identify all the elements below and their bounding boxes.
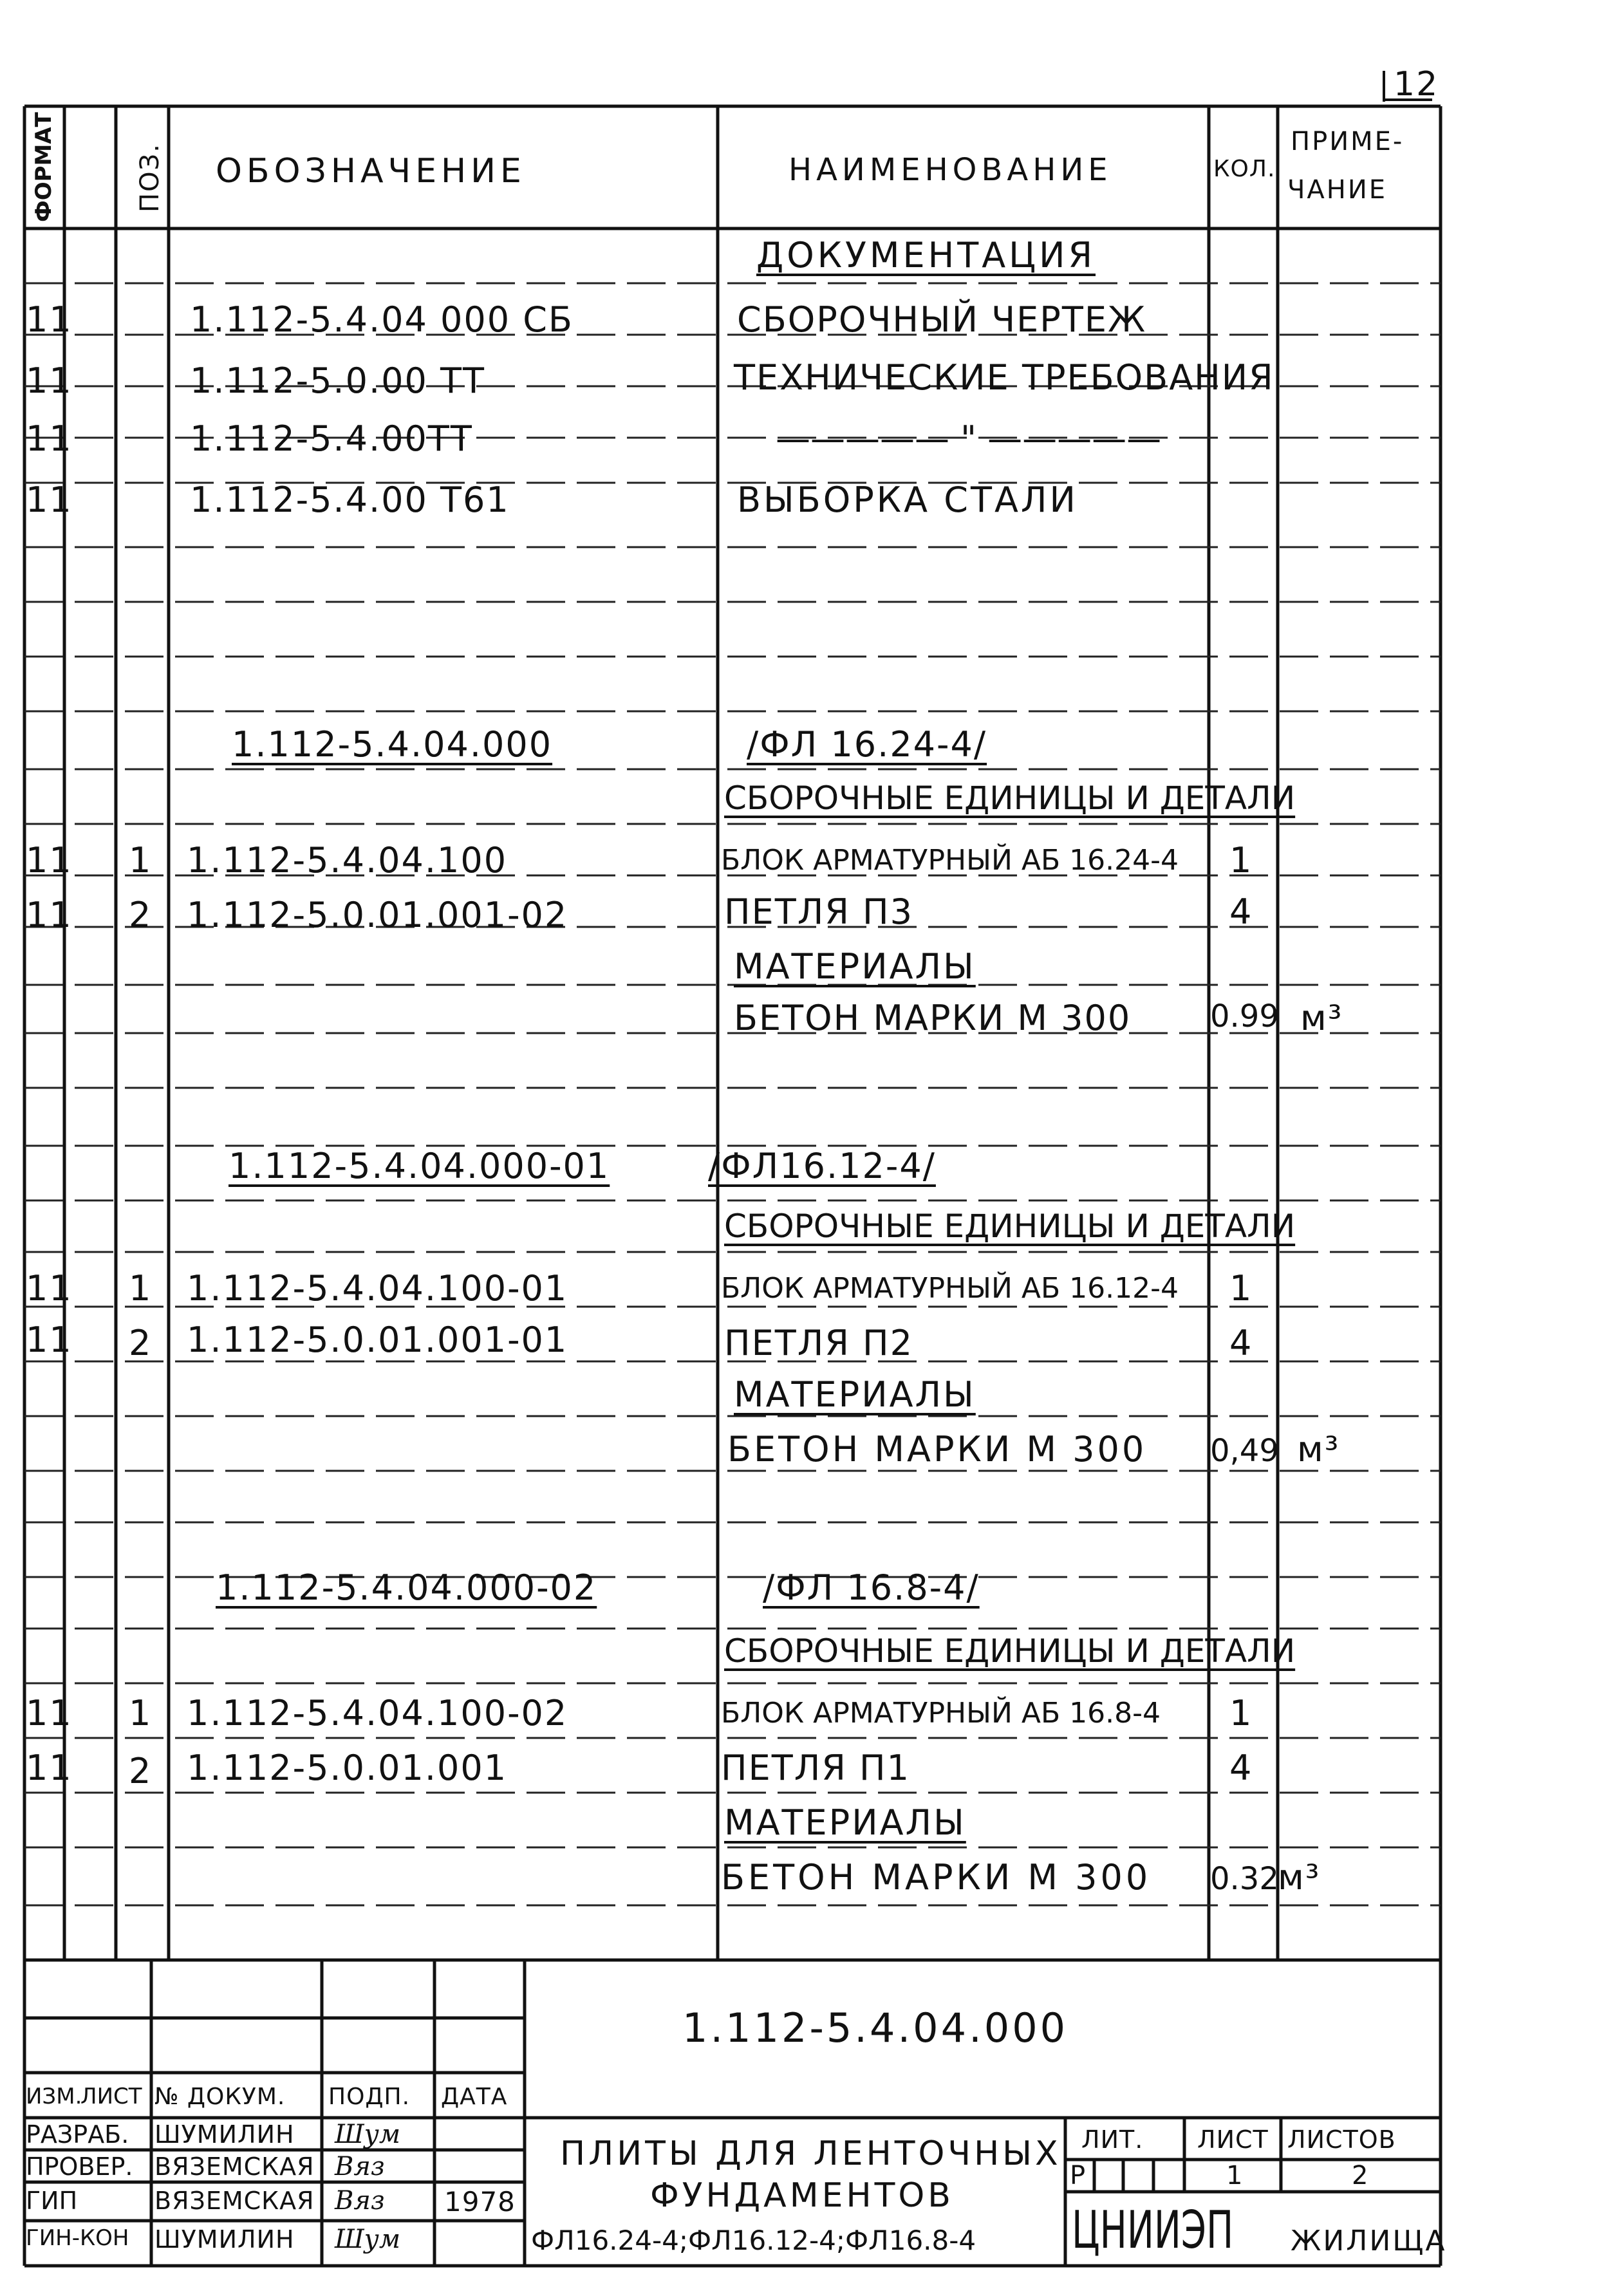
person-name: ШУМИЛИН: [154, 2120, 295, 2149]
document-code: 1.112-5.4.04.000: [682, 2004, 1069, 2051]
cell-pos: 1: [129, 840, 153, 881]
organization-logo: ЦНИИЭП: [1072, 2200, 1234, 2260]
group-mark: /ФЛ 16.24-4/: [747, 724, 987, 765]
group-code: 1.112-5.4.04.000-01: [229, 1146, 610, 1186]
signature: Шум: [335, 2120, 401, 2149]
cell-qty: 1: [1229, 840, 1253, 881]
sheets-label: ЛИСТОВ: [1287, 2125, 1396, 2154]
cell-name: БЕТОН МАРКИ М 300: [727, 1429, 1147, 1470]
cell-name: БЛОК АРМАТУРНЫЙ АБ 16.24-4: [721, 844, 1179, 877]
cell-qty: 4: [1229, 1748, 1253, 1788]
cell-format: 11: [26, 1268, 73, 1309]
title-line-3: ФЛ16.24-4;ФЛ16.12-4;ФЛ16.8-4: [531, 2225, 976, 2256]
col-izm: ИЗМ.: [26, 2084, 82, 2109]
section-materials: МАТЕРИАЛЫ: [734, 946, 976, 987]
col-doc: № ДОКУМ.: [154, 2084, 286, 2110]
cell-note: м³: [1297, 1429, 1340, 1470]
cell-pos: 2: [129, 1751, 153, 1791]
cell-pos: 2: [129, 1323, 153, 1363]
cell-designation: 1.112-5.4.04.100-02: [187, 1693, 568, 1733]
cell-format: 11: [26, 360, 73, 401]
sheet-value: 1: [1226, 2161, 1244, 2190]
role: ПРОВЕР.: [26, 2152, 133, 2181]
cell-format: 11: [26, 418, 73, 459]
cell-qty: 0.99: [1210, 998, 1279, 1034]
lit-value: Р: [1070, 2161, 1087, 2190]
cell-qty: 0,49: [1210, 1433, 1279, 1469]
signature: Вяз: [335, 2186, 385, 2216]
header-format: ФОРМАТ: [31, 112, 57, 222]
group-code: 1.112-5.4.04.000: [232, 724, 553, 765]
cell-pos: 1: [129, 1268, 153, 1309]
cell-format: 11: [26, 1748, 73, 1788]
cell-name: ————— " —————: [776, 418, 1162, 459]
cell-format: 11: [26, 1693, 73, 1733]
title-line-2: ФУНДАМЕНТОВ: [650, 2176, 954, 2215]
section-materials: МАТЕРИАЛЫ: [734, 1374, 976, 1415]
cell-designation: 1.112-5.0.00 ТТ: [190, 360, 485, 401]
person-name: ШУМИЛИН: [154, 2225, 295, 2254]
header-designation: ОБОЗНАЧЕНИЕ: [216, 152, 526, 191]
cell-qty: 1: [1229, 1268, 1253, 1309]
cell-name: ПЕТЛЯ П3: [724, 892, 913, 932]
cell-pos: 2: [129, 895, 153, 935]
signature: Вяз: [335, 2152, 385, 2181]
role: ГИП: [26, 2187, 78, 2215]
cell-designation: 1.112-5.4.04 000 СБ: [190, 299, 574, 340]
group-mark: /ФЛ16.12-4/: [708, 1146, 936, 1186]
role: ГИН-КОН: [26, 2225, 129, 2251]
title-line-1: ПЛИТЫ ДЛЯ ЛЕНТОЧНЫХ: [560, 2134, 1061, 2173]
header-note-2: ЧАНИЕ: [1287, 175, 1388, 205]
cell-name: БЛОК АРМАТУРНЫЙ АБ 16.12-4: [721, 1272, 1179, 1305]
organization-sub: ЖИЛИЩА: [1291, 2225, 1447, 2257]
cell-qty: 4: [1229, 892, 1253, 932]
cell-designation: 1.112-5.4.00ТТ: [190, 418, 473, 459]
cell-format: 11: [26, 1320, 73, 1360]
sheets-value: 2: [1352, 2161, 1369, 2190]
group-mark: /ФЛ 16.8-4/: [763, 1567, 980, 1608]
section-assembly-units: СБОРОЧНЫЕ ЕДИНИЦЫ И ДЕТАЛИ: [724, 780, 1296, 817]
cell-name: ВЫБОРКА СТАЛИ: [737, 480, 1078, 520]
header-qty: КОЛ.: [1213, 156, 1276, 182]
cell-name: ТЕХНИЧЕСКИЕ ТРЕБОВАНИЯ: [734, 357, 1274, 398]
cell-name: СБОРОЧНЫЙ ЧЕРТЕЖ: [737, 299, 1147, 340]
cell-qty: 4: [1229, 1323, 1253, 1363]
cell-format: 11: [26, 299, 73, 340]
col-list: ЛИСТ: [80, 2084, 142, 2109]
header-name: НАИМЕНОВАНИЕ: [789, 152, 1112, 188]
cell-note: м³: [1278, 1857, 1321, 1898]
cell-qty: 1: [1229, 1693, 1253, 1733]
cell-format: 11: [26, 840, 73, 881]
col-sign: ПОДП.: [328, 2084, 411, 2110]
person-name: ВЯЗЕМСКАЯ: [154, 2187, 315, 2215]
cell-name: БЕТОН МАРКИ М 300: [734, 998, 1132, 1038]
cell-name: ПЕТЛЯ П1: [721, 1748, 910, 1788]
cell-name: БЛОК АРМАТУРНЫЙ АБ 16.8-4: [721, 1697, 1161, 1730]
cell-format: 11: [26, 895, 73, 935]
cell-designation: 1.112-5.4.04.100-01: [187, 1268, 568, 1309]
header-pos: ПОЗ.: [135, 143, 165, 212]
group-code: 1.112-5.4.04.000-02: [216, 1567, 597, 1608]
header-note-1: ПРИМЕ-: [1291, 127, 1405, 156]
page-number: 12: [1394, 65, 1439, 104]
cell-pos: 1: [129, 1693, 153, 1733]
section-materials: МАТЕРИАЛЫ: [724, 1802, 966, 1843]
cell-designation: 1.112-5.4.00 Т61: [190, 480, 510, 520]
lit-label: ЛИТ.: [1081, 2125, 1144, 2154]
section-assembly-units: СБОРОЧНЫЕ ЕДИНИЦЫ И ДЕТАЛИ: [724, 1632, 1296, 1670]
cell-name: ПЕТЛЯ П2: [724, 1323, 913, 1363]
date: 1978: [444, 2186, 516, 2217]
cell-designation: 1.112-5.0.01.001: [187, 1748, 508, 1788]
cell-designation: 1.112-5.0.01.001-01: [187, 1320, 568, 1360]
sheet-label: ЛИСТ: [1197, 2125, 1269, 2154]
role: РАЗРАБ.: [26, 2120, 129, 2149]
cell-designation: 1.112-5.0.01.001-02: [187, 895, 568, 935]
person-name: ВЯЗЕМСКАЯ: [154, 2152, 315, 2181]
col-date: ДАТА: [441, 2084, 508, 2110]
signature: Шум: [335, 2225, 401, 2254]
cell-qty: 0.32: [1210, 1861, 1279, 1897]
section-documentation: ДОКУМЕНТАЦИЯ: [756, 235, 1096, 275]
cell-designation: 1.112-5.4.04.100: [187, 840, 508, 881]
cell-note: м³: [1300, 998, 1343, 1038]
cell-format: 11: [26, 480, 73, 520]
cell-name: БЕТОН МАРКИ М 300: [721, 1857, 1152, 1898]
section-assembly-units: СБОРОЧНЫЕ ЕДИНИЦЫ И ДЕТАЛИ: [724, 1208, 1296, 1245]
